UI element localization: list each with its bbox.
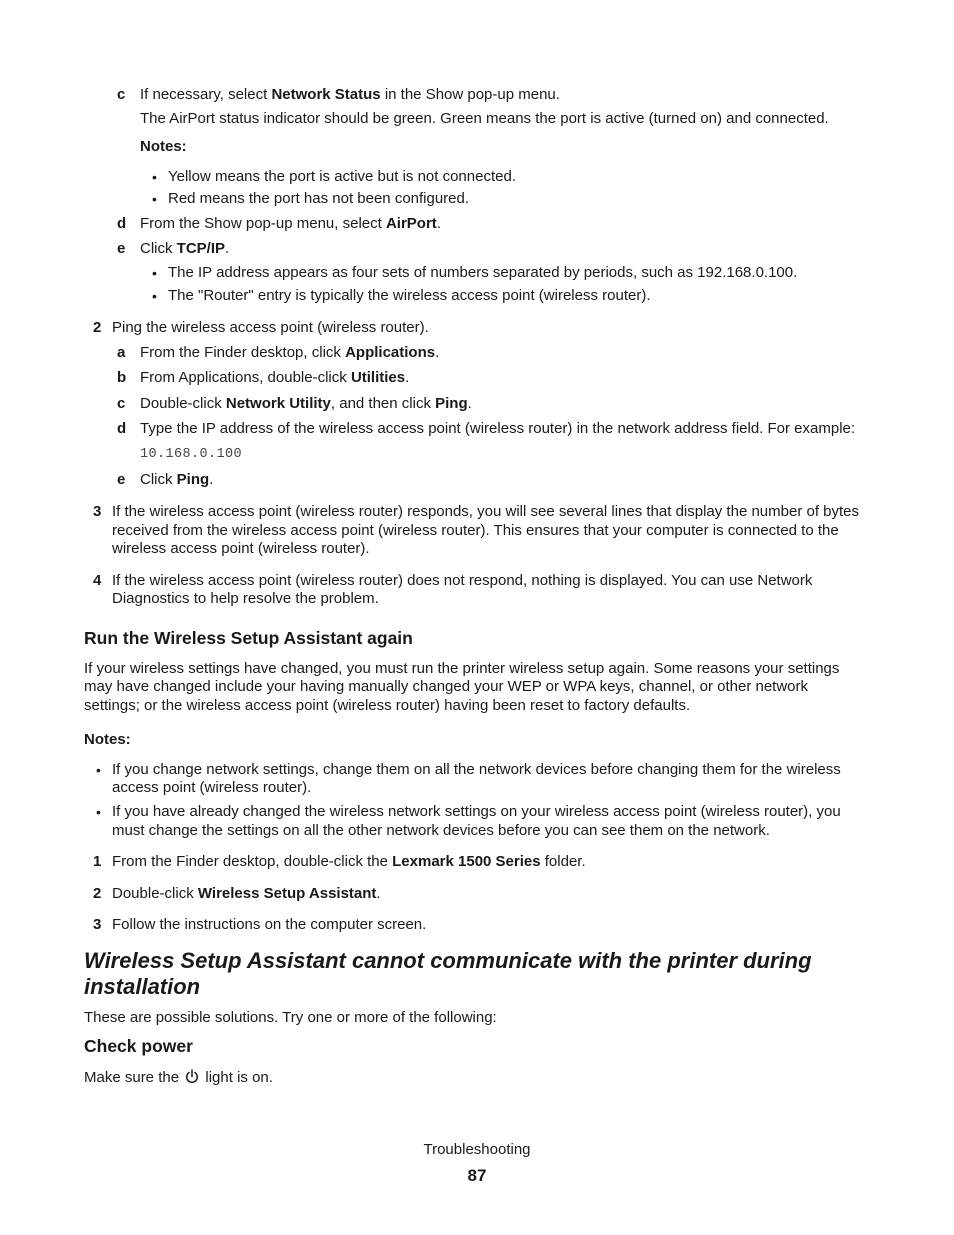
notes-title: Notes: [84,731,131,748]
step-e-text: Click TCP/IP. [140,240,230,257]
topic-heading: Wireless Setup Assistant cannot communicate with the printer during installation [84,948,812,999]
note-line: If you have already changed the wireless network settings on your wireless access point (wireless router), you [112,803,841,820]
rerun-step-2-text: Double-click Wireless Setup Assistant. [112,885,381,902]
step-4-line: Diagnostics to help resolve the problem. [112,590,379,607]
step-2a-text: From the Finder desktop, click Applications. [140,344,440,361]
rerun-step-3-text: Follow the instructions on the computer screen. [112,916,427,933]
code-example: 10.168.0.100 [140,447,243,462]
step-label: b [117,369,127,386]
footer-section-name: Troubleshooting [423,1141,531,1158]
note-line: must change the settings on all the other network devices before you can see them on the network. [112,822,770,839]
step-2d-text: Type the IP address of the wireless access point (wireless router) in the network address field. For example: [140,420,856,437]
step-d-text: From the Show pop-up menu, select AirPort. [140,215,441,232]
note-item: Yellow means the port is active but is not connected. [168,168,516,185]
paragraph-line: If your wireless settings have changed, you must run the printer wireless setup again. Some reasons your settings [84,660,840,677]
section-heading: Check power [84,1036,193,1056]
step-number: 4 [93,572,102,589]
step-c-text: If necessary, select Network Status in the Show pop-up menu. [140,86,560,103]
bullet-icon: • [152,169,157,185]
rerun-step-1-text: From the Finder desktop, double-click the Lexmark 1500 Series folder. [112,853,586,870]
bullet-item: The IP address appears as four sets of numbers separated by periods, such as 192.168.0.100. [168,264,798,281]
intro-text: These are possible solutions. Try one or more of the following: [84,1009,497,1026]
bullet-icon: • [96,762,101,778]
step-3-line: received from the wireless access point (wireless router). This ensures that your computer is connected to the [112,522,839,539]
step-label: c [117,86,126,103]
paragraph-line: settings; or the wireless access point (wireless router) having been reset to factory defaults. [84,697,691,714]
power-icon [185,1069,199,1084]
bullet-icon: • [152,265,157,281]
step-3-line: wireless access point (wireless router). [112,540,370,557]
notes-title: Notes: [140,138,187,155]
step-label: c [117,395,126,412]
step-2b-text: From Applications, double-click Utilities. [140,369,410,386]
paragraph-line: may have changed include your having manually changed your WEP or WPA keys, channel, or other network [84,678,809,695]
note-line: access point (wireless router). [112,779,312,796]
step-label: e [117,240,126,257]
step-c-detail: The AirPort status indicator should be green. Green means the port is active (turned on) and connected. [140,110,829,127]
note-line: If you change network settings, change them on all the network devices before changing them for the wireless [112,761,841,778]
step-4-line: If the wireless access point (wireless router) does not respond, nothing is displayed. You can use Network [112,572,813,589]
step-2e-text: Click Ping. [140,471,214,488]
note-item: Red means the port has not been configured. [168,190,470,207]
step-2c-text: Double-click Network Utility, and then click Ping. [140,395,472,412]
bullet-icon: • [96,804,101,820]
step-2-text: Ping the wireless access point (wireless router). [112,319,429,336]
step-number: 2 [93,885,102,902]
step-label: e [117,471,126,488]
step-3-line: If the wireless access point (wireless router) responds, you will see several lines that display the number of bytes [112,503,860,520]
power-instruction: Make sure the light is on. [84,1069,273,1086]
page-number: 87 [467,1166,487,1185]
step-number: 3 [93,503,102,520]
step-label: a [117,344,126,361]
section-heading: Run the Wireless Setup Assistant again [84,628,413,648]
step-label: d [117,420,127,437]
step-label: d [117,215,127,232]
bullet-icon: • [152,288,157,304]
bullet-icon: • [152,191,157,207]
step-number: 1 [93,853,102,870]
bullet-item: The "Router" entry is typically the wireless access point (wireless router). [168,287,651,304]
step-number: 2 [93,319,102,336]
step-number: 3 [93,916,102,933]
